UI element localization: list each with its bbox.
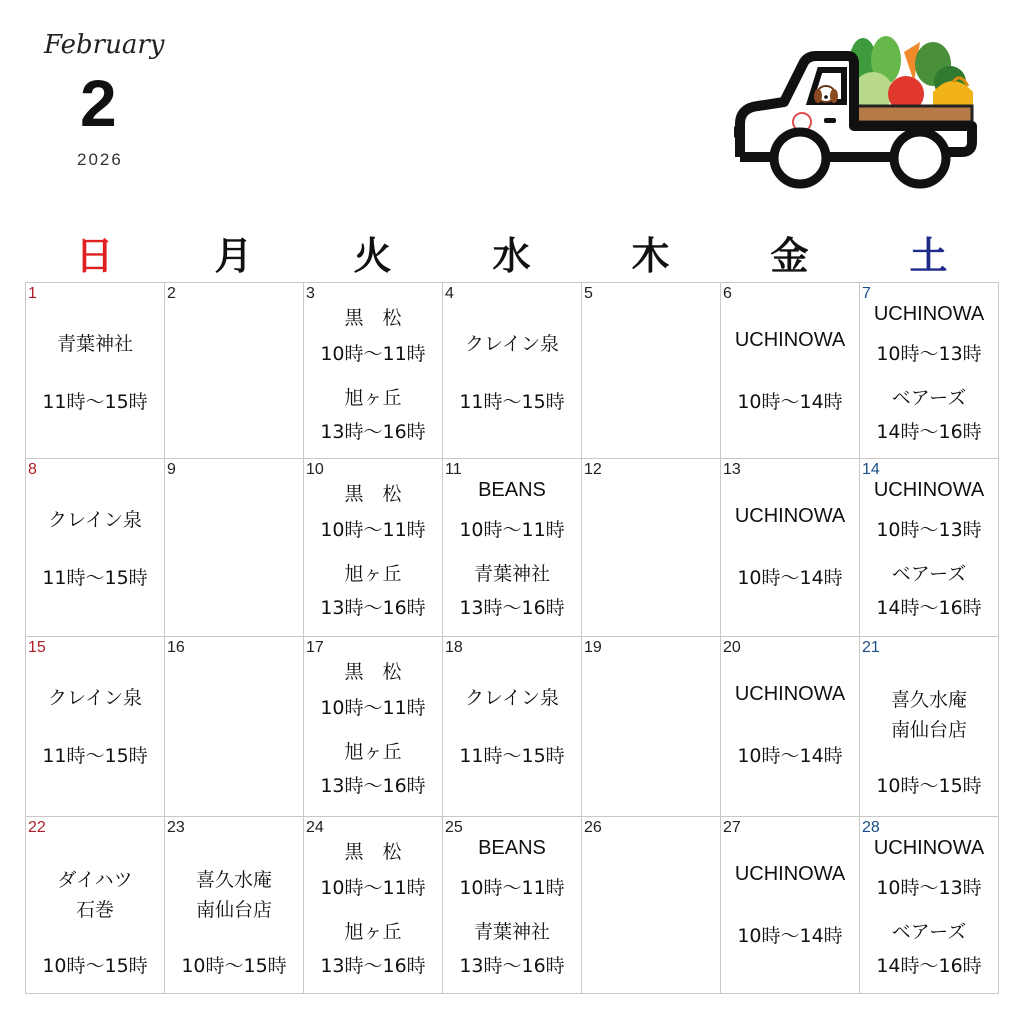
event-line: 10時～13時 [876,343,982,365]
month-number: 2 [80,66,117,140]
event-line: 黒 松 [344,661,402,683]
event-line: 13時～16時 [320,597,426,619]
day-number: 27 [723,819,741,836]
day-number: 15 [28,639,46,656]
day-number: 22 [28,819,46,836]
event-line: 黒 松 [344,841,402,863]
calendar-day[interactable] [303,636,443,817]
event-line: 南仙台店 [195,899,272,921]
day-number: 13 [723,461,741,478]
calendar-day[interactable] [164,458,304,637]
day-number: 4 [445,285,454,302]
event-line: 10時～11時 [459,877,565,899]
event-line: 13時～16時 [459,955,565,977]
event-line: 10時～15時 [876,775,982,797]
day-number: 12 [584,461,602,478]
event-line: 13時～16時 [320,955,426,977]
day-number: 19 [584,639,602,656]
day-number: 6 [723,285,732,302]
calendar-day[interactable] [581,636,721,817]
event-line: 10時～14時 [737,925,843,947]
day-number: 16 [167,639,185,656]
event-line: 青葉神社 [473,563,550,585]
weekday-fri: 金 [770,234,809,278]
event-line: 14時～16時 [876,421,982,443]
day-number: 9 [167,461,176,478]
calendar-day[interactable] [859,636,999,817]
day-number: 18 [445,639,463,656]
event-line: 11時～15時 [42,745,148,767]
day-number: 20 [723,639,741,656]
event-line: 11時～15時 [459,391,565,413]
event-line: 喜久水庵 [195,869,272,891]
event-line: 10時～15時 [42,955,148,977]
event-line: 11時～15時 [42,391,148,413]
day-number: 23 [167,819,185,836]
event-line: UCHINOWA [873,303,985,325]
day-number: 26 [584,819,602,836]
event-line: 13時～16時 [459,597,565,619]
calendar-day[interactable] [442,816,582,994]
calendar-day[interactable] [720,816,860,994]
calendar-day[interactable] [164,282,304,459]
day-number: 1 [28,285,37,302]
event-line: クレイン泉 [47,509,143,531]
day-number: 21 [862,639,880,656]
event-line: ダイハツ [57,869,133,891]
calendar-day[interactable] [303,458,443,637]
calendar-day[interactable] [25,636,165,817]
event-line: 旭ヶ丘 [344,563,402,585]
event-line: UCHINOWA [734,329,846,351]
event-line: UCHINOWA [873,837,985,859]
weekday-tue: 火 [353,234,392,278]
event-line: クレイン泉 [464,333,560,355]
day-number: 5 [584,285,593,302]
weekday-mon: 月 [214,234,253,278]
event-line: ベアーズ [891,563,967,585]
day-number: 14 [862,461,880,478]
event-line: 旭ヶ丘 [344,387,402,409]
event-line: クレイン泉 [47,687,143,709]
event-line: 黒 松 [344,483,402,505]
event-line: 10時～13時 [876,519,982,541]
event-line: 10時～15時 [181,955,287,977]
year: 2026 [77,150,123,169]
event-line: BEANS [478,837,546,859]
event-line: UCHINOWA [873,479,985,501]
event-line: 10時～14時 [737,567,843,589]
weekday-sat: 土 [909,234,948,278]
event-line: 10時～11時 [459,519,565,541]
event-line: 10時～13時 [876,877,982,899]
event-line: 14時～16時 [876,597,982,619]
calendar-day[interactable] [720,282,860,459]
event-line: UCHINOWA [734,683,846,705]
day-number: 28 [862,819,880,836]
day-number: 3 [306,285,315,302]
event-line: 10時～11時 [320,877,426,899]
calendar-day[interactable] [581,816,721,994]
vegetable-truck-icon [728,22,978,194]
event-line: 10時～11時 [320,519,426,541]
weekday-header [25,232,998,280]
event-line: 青葉神社 [473,921,550,943]
day-number: 10 [306,461,324,478]
calendar-day[interactable] [25,816,165,994]
calendar-day[interactable] [859,458,999,637]
event-line: 13時～16時 [320,421,426,443]
weekday-thu: 木 [631,234,670,278]
event-line: 11時～15時 [459,745,565,767]
event-line: 旭ヶ丘 [344,921,402,943]
calendar-day[interactable] [164,636,304,817]
event-line: 14時～16時 [876,955,982,977]
event-line: 黒 松 [344,307,402,329]
event-line: UCHINOWA [734,505,846,527]
calendar-day[interactable] [303,282,443,459]
calendar-day[interactable] [442,458,582,637]
day-number: 2 [167,285,176,302]
calendar-day[interactable] [164,816,304,994]
day-number: 8 [28,461,37,478]
event-line: 喜久水庵 [890,689,967,711]
calendar-day[interactable] [303,816,443,994]
calendar-day[interactable] [581,282,721,459]
event-line: 10時～14時 [737,391,843,413]
calendar-day[interactable] [720,636,860,817]
calendar-day[interactable] [859,282,999,459]
calendar-day[interactable] [442,636,582,817]
weekday-wed: 水 [492,234,531,278]
event-line: 10時～11時 [320,697,426,719]
day-number: 7 [862,285,871,302]
day-number: 24 [306,819,324,836]
event-line: ベアーズ [891,387,967,409]
day-number: 25 [445,819,463,836]
event-line: BEANS [478,479,546,501]
event-line: 石巻 [75,899,114,921]
calendar-day[interactable] [581,458,721,637]
calendar-day[interactable] [720,458,860,637]
calendar-day[interactable] [859,816,999,994]
weekday-sun: 日 [75,234,114,278]
event-line: 青葉神社 [56,333,133,355]
calendar-grid [25,282,998,993]
event-line: 南仙台店 [890,719,967,741]
calendar-day[interactable] [442,282,582,459]
event-line: UCHINOWA [734,863,846,885]
event-line: 10時～14時 [737,745,843,767]
event-line: 旭ヶ丘 [344,741,402,763]
calendar-day[interactable] [25,458,165,637]
event-line: クレイン泉 [464,687,560,709]
day-number: 11 [445,461,462,478]
event-line: ベアーズ [891,921,967,943]
event-line: 13時～16時 [320,775,426,797]
event-line: 10時～11時 [320,343,426,365]
month-name: February [44,30,165,60]
event-line: 11時～15時 [42,567,148,589]
calendar-day[interactable] [25,282,165,459]
day-number: 17 [306,639,324,656]
